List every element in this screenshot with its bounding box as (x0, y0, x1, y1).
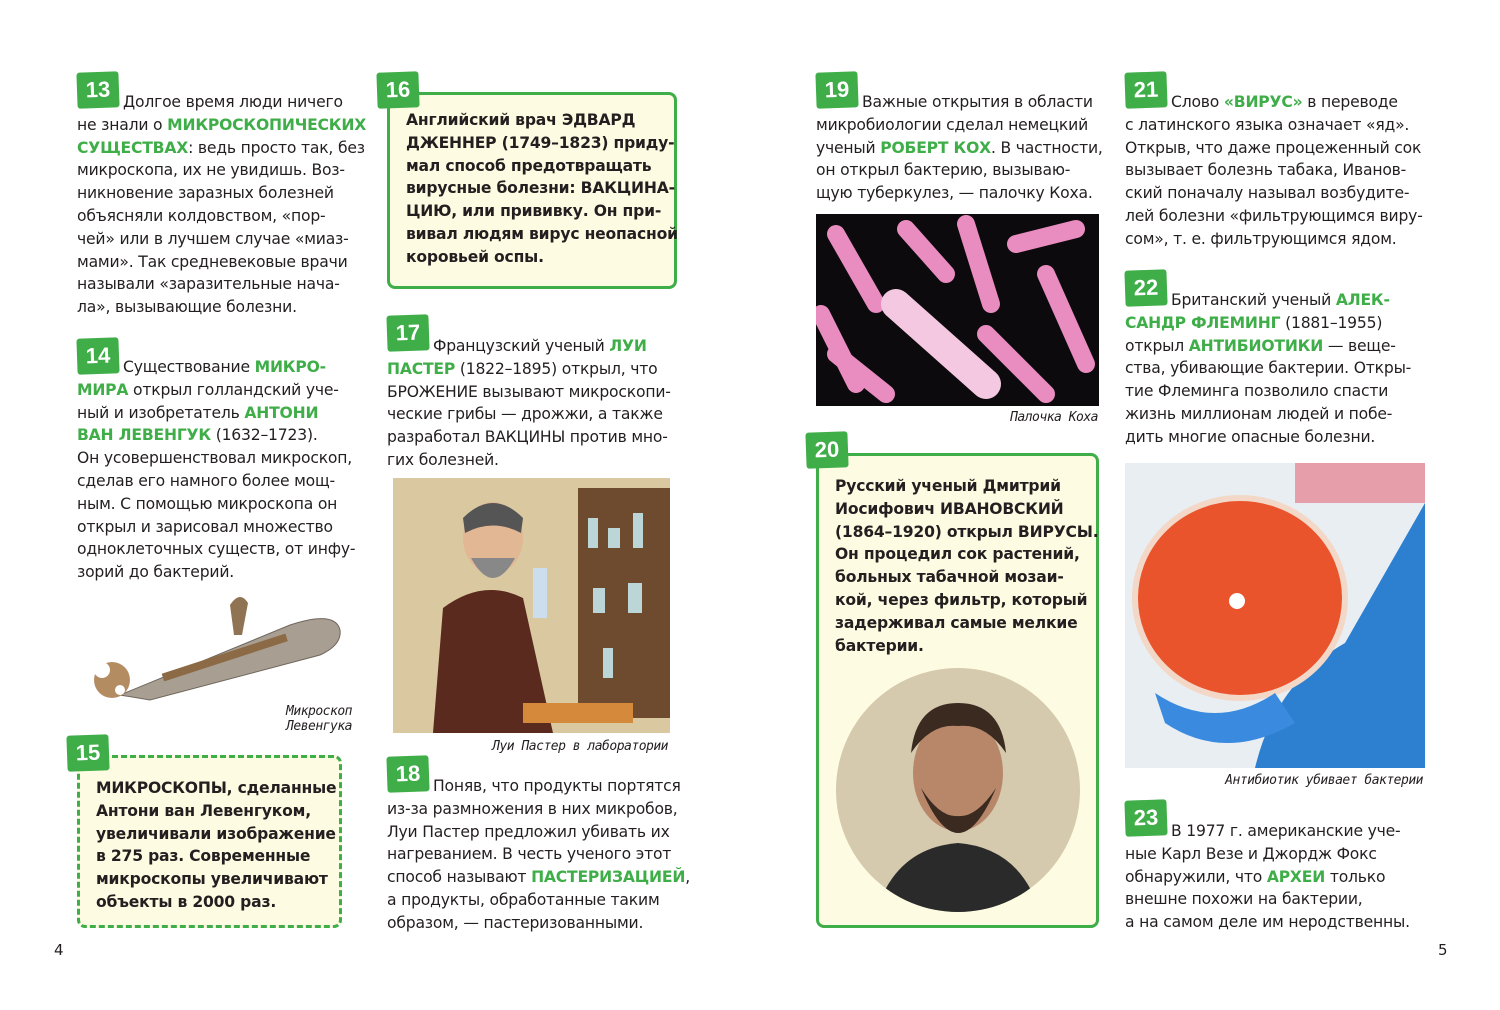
text-line (77, 424, 355, 447)
text-line (835, 543, 1098, 566)
text-segment: микробиологии сделал немецкий (816, 115, 1089, 134)
text-segment: Британский ученый (1171, 291, 1336, 309)
text-segment: объясняли колдовством, «пор- (77, 206, 326, 225)
caption-line: Левенгука (286, 719, 352, 734)
text-line (96, 800, 336, 823)
text-line (77, 538, 355, 561)
text-segment: в переводе (1302, 93, 1398, 111)
microscope-caption (286, 704, 352, 734)
text-segment: Поняв, что продукты портятся (433, 777, 681, 795)
text-segment: коровьей оспы. (406, 247, 544, 266)
fact-number-badge: 19 (815, 71, 858, 108)
text-line (387, 775, 690, 798)
text-segment: обнаружили, что (1125, 867, 1267, 886)
text-line (816, 182, 1103, 205)
text-segment: способ называют (387, 868, 532, 887)
text-segment: Русский ученый Дмитрий (835, 477, 1061, 495)
text-line (406, 132, 678, 155)
text-segment: ческие грибы — дрожжи, а также (387, 405, 663, 424)
text-line (1125, 289, 1411, 312)
text-segment: Долгое время люди ничего (123, 93, 343, 111)
text-segment: в 275 раз. Современные (96, 847, 311, 866)
antibiotic-caption: Антибиотик убивает бактерии (1225, 773, 1423, 788)
text-segment: Английский врач ЭДВАРД (406, 111, 636, 129)
highlighted-term: АРХЕИ (1266, 867, 1326, 886)
text-line (835, 612, 1098, 635)
text-line (406, 109, 678, 132)
highlighted-term: МИКРО- (254, 358, 326, 376)
text-segment: (1881–1955) (1280, 313, 1383, 332)
fact-number-badge: 23 (1124, 799, 1167, 836)
text-line (406, 155, 678, 178)
text-segment: ла», вызывающие болезни. (77, 298, 297, 317)
fact-number-badge: 13 (76, 71, 119, 108)
fact-number-badge: 18 (386, 755, 429, 792)
text-line (1125, 137, 1423, 160)
highlighted-term: МИРА (77, 380, 129, 399)
pasteur-caption: Луи Пастер в лаборатории (492, 739, 668, 754)
text-segment: открыл голландский уче- (128, 380, 339, 399)
text-line (77, 296, 366, 319)
text-line (77, 205, 366, 228)
text-line (835, 635, 1098, 658)
fact-20-text (835, 475, 1098, 657)
text-line (835, 589, 1098, 612)
text-line (406, 200, 678, 223)
text-segment: сделав его намного более мощ- (77, 471, 335, 490)
fact-number-badge: 22 (1124, 269, 1167, 306)
text-segment: нагреванием. В честь ученого этот (387, 845, 672, 864)
page-number-right: 5 (1438, 941, 1448, 959)
text-line (816, 159, 1103, 182)
text-segment: ства, убивающие бактерии. Откры- (1125, 359, 1412, 378)
text-segment: сом», т. е. фильтрующимся ядом. (1125, 229, 1397, 248)
text-line (835, 521, 1098, 544)
fact-18-text (387, 775, 690, 935)
text-segment: ный и изобретатель (77, 403, 245, 422)
text-line (406, 177, 678, 200)
text-line (816, 137, 1103, 160)
text-segment: Существование (123, 358, 255, 376)
highlighted-term: «ВИРУС» (1223, 93, 1303, 111)
text-line (1125, 228, 1423, 251)
fact-number-badge: 14 (76, 337, 119, 374)
highlighted-term: САНДР ФЛЕМИНГ (1125, 313, 1281, 332)
text-segment: увеличивали изображение (96, 824, 336, 843)
text-segment: — веще- (1323, 336, 1396, 355)
text-segment: (1864–1920) открыл ВИРУСЫ. (835, 522, 1099, 541)
text-line (387, 866, 690, 889)
text-segment: ДЖЕННЕР (1749–1823) приду- (406, 133, 675, 152)
text-line (387, 449, 671, 472)
text-segment: разработал ВАКЦИНЫ против мно- (387, 428, 668, 447)
text-line (77, 182, 366, 205)
text-segment: ЦИЮ, или прививку. Он при- (406, 202, 662, 221)
text-line (1125, 426, 1411, 449)
text-segment: ский поначалу называл возбудите- (1125, 184, 1410, 203)
text-line (1125, 888, 1410, 911)
text-segment: щую туберкулез, — палочку Коха. (816, 184, 1093, 203)
text-segment: бактерии. (835, 636, 924, 655)
text-line (96, 868, 336, 891)
fact-number-badge: 16 (376, 71, 419, 108)
text-line (77, 159, 366, 182)
text-line (1125, 357, 1411, 380)
text-line (835, 475, 1098, 498)
text-segment: вивал людям вирус неопасной (406, 224, 678, 243)
fact-22-text (1125, 289, 1411, 449)
text-line (835, 498, 1098, 521)
highlighted-term: ВАН ЛЕВЕНГУК (77, 426, 211, 445)
petri-dish-image (1125, 463, 1425, 768)
text-segment: МИКРОСКОПЫ, сделанные (96, 779, 337, 797)
text-segment: Луи Пастер предложил убивать их (387, 822, 670, 841)
text-segment: дить многие опасные болезни. (1125, 427, 1376, 446)
text-segment: (1632–1723). (210, 426, 318, 445)
text-line (77, 114, 366, 137)
text-segment: В 1977 г. американские уче- (1171, 822, 1401, 840)
text-line (77, 91, 366, 114)
fact-number-badge: 21 (1124, 71, 1167, 108)
text-line (387, 798, 690, 821)
fact-15-text (96, 777, 336, 914)
text-line (96, 891, 336, 914)
text-line (77, 470, 355, 493)
text-line (77, 273, 366, 296)
text-line (387, 912, 690, 935)
text-segment: Антони ван Левенгуком, (96, 801, 311, 820)
text-segment: больных табачной мозаи- (835, 568, 1064, 587)
text-line (1125, 312, 1411, 335)
fact-14-text (77, 356, 355, 584)
text-segment: кой, через фильтр, который (835, 590, 1088, 609)
text-line (1125, 843, 1410, 866)
text-segment: ные Карл Везе и Джордж Фокс (1125, 844, 1377, 863)
text-segment: гих болезней. (387, 450, 499, 469)
text-line (387, 403, 671, 426)
text-segment: : ведь просто так, без (188, 138, 365, 157)
text-segment: БРОЖЕНИЕ вызывают микроскопи- (387, 382, 671, 401)
highlighted-term: ПАСТЕРИЗАЦИЕЙ (531, 868, 686, 887)
pasteur-painting (393, 478, 670, 733)
text-segment: , (685, 868, 690, 887)
text-line (1125, 820, 1410, 843)
fact-number-badge: 17 (386, 314, 429, 351)
text-segment: внешне похожи на бактерии, (1125, 890, 1363, 909)
text-line (816, 114, 1103, 137)
koch-bacillus-image (816, 214, 1099, 406)
text-line (387, 358, 671, 381)
caption-line: Микроскоп (286, 704, 352, 719)
text-line (387, 426, 671, 449)
text-segment: жизнь миллионам людей и побе- (1125, 404, 1393, 423)
fact-number-badge: 15 (66, 734, 109, 771)
text-segment: мал способ предотвращать (406, 156, 652, 175)
text-segment: Он процедил сок растений, (835, 545, 1080, 564)
text-line (96, 845, 336, 868)
text-line (835, 566, 1098, 589)
text-line (816, 91, 1103, 114)
text-segment: он открыл бактерию, вызываю- (816, 161, 1071, 180)
fact-13-text (77, 91, 366, 319)
highlighted-term: АНТОНИ (244, 403, 319, 422)
fact-21-text (1125, 91, 1423, 251)
text-segment: зорий до бактерий. (77, 563, 235, 582)
text-line (77, 228, 366, 251)
text-line (77, 402, 355, 425)
page-number-left: 4 (54, 941, 64, 959)
text-segment: лей болезни «фильтрующимся виру- (1125, 206, 1423, 225)
koch-caption: Палочка Коха (1010, 410, 1098, 425)
text-segment: тие Флеминга позволило спасти (1125, 382, 1389, 401)
text-segment: а на самом деле им неродственны. (1125, 913, 1410, 932)
text-segment: ученый (816, 138, 881, 157)
text-line (1125, 380, 1411, 403)
text-segment: микроскопа, их не увидишь. Воз- (77, 161, 345, 180)
highlighted-term: МИКРОСКОПИЧЕСКИХ (167, 115, 367, 134)
highlighted-term: РОБЕРТ КОХ (880, 138, 991, 157)
fact-19-text (816, 91, 1103, 205)
text-segment: Важные открытия в области (862, 93, 1093, 111)
text-segment: ным. С помощью микроскопа он (77, 494, 338, 513)
text-segment: мами». Так средневековые врачи (77, 252, 348, 271)
text-segment: из-за размножения в них микробов, (387, 799, 678, 818)
text-segment: объекты в 2000 раз. (96, 892, 277, 911)
text-line (387, 889, 690, 912)
fact-23-text (1125, 820, 1410, 934)
text-segment: Открыв, что даже процеженный сок (1125, 138, 1422, 157)
text-segment: называли «заразительные нача- (77, 275, 340, 294)
text-line (1125, 182, 1423, 205)
fact-17-text (387, 335, 671, 472)
text-segment: не знали о (77, 115, 168, 134)
ivanovsky-portrait (836, 668, 1080, 912)
text-line (387, 821, 690, 844)
text-segment: образом, — пастеризованными. (387, 913, 644, 932)
text-segment: микроскопы увеличивают (96, 870, 328, 889)
text-line (77, 493, 355, 516)
text-line (77, 251, 366, 274)
text-line (77, 137, 366, 160)
text-line (1125, 114, 1423, 137)
text-segment: одноклеточных существ, от инфу- (77, 540, 356, 559)
text-line (387, 843, 690, 866)
text-line (77, 516, 355, 539)
text-segment: Он усовершенствовал микроскоп, (77, 449, 353, 468)
text-line (77, 379, 355, 402)
text-segment: только (1325, 867, 1386, 886)
text-segment: Французский ученый (433, 337, 610, 355)
text-line (1125, 159, 1423, 182)
text-line (1125, 205, 1423, 228)
fact-16-text (406, 109, 678, 269)
text-segment: открыл (1125, 336, 1189, 355)
text-segment: (1822–1895) открыл, что (455, 359, 658, 378)
text-line (1125, 335, 1411, 358)
text-segment: вызывает болезнь табака, Иванов- (1125, 161, 1407, 180)
highlighted-term: ЛУИ (609, 337, 647, 355)
text-line (1125, 866, 1410, 889)
microscope-image (90, 585, 350, 710)
text-line (96, 823, 336, 846)
text-line (77, 561, 355, 584)
text-line (406, 246, 678, 269)
highlighted-term: СУЩЕСТВАХ (77, 138, 189, 157)
text-line (96, 777, 336, 800)
text-line (1125, 91, 1423, 114)
text-segment: чей» или в лучшем случае «миаз- (77, 229, 349, 248)
text-line (406, 223, 678, 246)
text-line (387, 335, 671, 358)
text-segment: Слово (1171, 93, 1224, 111)
text-line (1125, 911, 1410, 934)
highlighted-term: АЛЕК- (1335, 291, 1390, 309)
text-segment: вирусные болезни: ВАКЦИНА- (406, 179, 675, 198)
text-segment: задерживал самые мелкие (835, 613, 1078, 632)
text-segment: с латинского языка означает «яд». (1125, 115, 1410, 134)
text-segment: никновение заразных болезней (77, 184, 334, 203)
text-line (387, 381, 671, 404)
text-segment: а продукты, обработанные таким (387, 890, 660, 909)
text-line (77, 447, 355, 470)
text-segment: открыл и зарисовал множество (77, 517, 333, 536)
highlighted-term: АНТИБИОТИКИ (1188, 336, 1324, 355)
fact-number-badge: 20 (805, 431, 848, 468)
text-line (1125, 403, 1411, 426)
highlighted-term: ПАСТЕР (387, 359, 456, 378)
text-segment: Иосифович ИВАНОВСКИЙ (835, 499, 1064, 518)
text-segment: . В частности, (990, 138, 1103, 157)
